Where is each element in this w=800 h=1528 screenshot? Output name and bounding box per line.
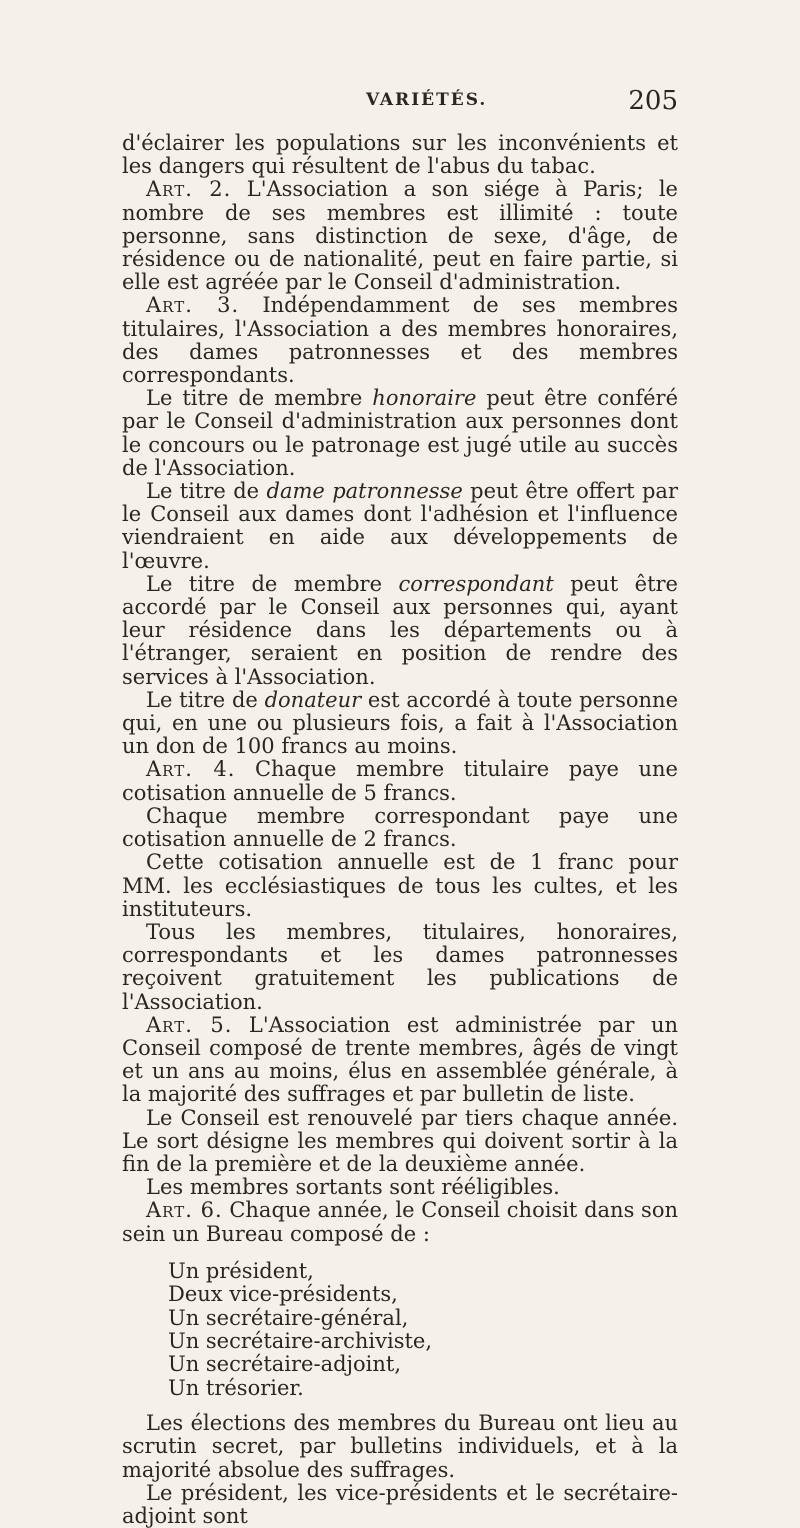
italic-term: honoraire [372,386,477,411]
paragraph-text: Chaque année, le Conseil choisit dans son sein un Bureau composé de : [122,1198,678,1246]
paragraph [122,573,678,689]
paragraph-text: Le Conseil est renouvelé par tiers chaque année. Le sort désigne les membres qui doivent sortir à la fin de la première et de la deuxième année. [122,1105,678,1176]
paragraph-text: Tous les membres, titulaires, honoraires, correspondants et les dames patronnesses reçoivent gratuitement les publications de l'Association. [122,919,678,1014]
italic-term: dame patronnesse [266,479,463,504]
paragraph [122,805,678,851]
paragraph-text: d'éclairer les populations sur les inconvénients et les dangers qui résultent de l'abus du tabac. [122,131,678,179]
running-title: VARIÉTÉS. [366,90,488,110]
paragraph [122,921,678,1014]
paragraph-text: peut être offert par le Conseil aux dames dont l'adhésion et l'influence viendraient en aide aux développements de l'œuvre. [122,479,678,573]
page-number: 205 [628,86,678,116]
italic-term: correspondant [398,571,554,596]
paragraph-text: Les membres sortants sont rééligibles. [146,1175,560,1200]
paragraph [122,1107,678,1177]
paragraph [122,1014,678,1107]
article-label: Art. 2. [146,177,232,202]
article-label: Art. 5. [146,1012,233,1037]
paragraph-text: Chaque membre titulaire paye une cotisation annuelle de 5 francs. [122,757,678,805]
list-item: Un secrétaire-adjoint, [168,1352,402,1377]
paragraph-text: Le titre de [146,687,265,712]
paragraph: Les élections des membres du Bureau ont lieu au scrutin secret, par bulletins individuels, et à la majorité absolue des suffrages. [122,1411,678,1482]
paragraph [122,851,678,921]
running-header [122,86,678,122]
paragraphs [122,132,678,1246]
list-item: Deux vice-présidents, [168,1282,398,1307]
bureau-list [168,1260,678,1400]
paragraph-text: Indépendamment de ses membres titulaires, l'Association a des membres honoraires, des dames patronnesses et des membres correspondants. [122,293,678,388]
page-body [122,132,678,1528]
article-label: Art. 6. [146,1198,223,1223]
list-item: Un trésorier. [168,1375,304,1400]
list-item: Un président, [168,1258,314,1283]
list-item: Un secrétaire-archiviste, [168,1328,433,1353]
paragraph-text: Chaque membre correspondant paye une cotisation annuelle de 2 francs. [122,803,678,852]
paragraph-text: Le titre de membre [146,571,399,596]
paragraph [122,689,678,759]
paragraph [122,294,678,387]
paragraph [122,387,678,480]
paragraph-text: peut être conféré par le Conseil d'administration aux personnes dont le concours ou le patronage est jugé utile au succès de l'Association. [122,386,679,480]
paragraph [122,758,678,804]
paragraph-text: L'Association est administrée par un Conseil composé de trente membres, âgés de vingt et un ans au moins, élus en assemblée générale, à la majorité des suffrages et par bulletin de liste. [122,1012,678,1107]
paragraph [122,1199,678,1245]
paragraph-text: Le titre de [146,479,267,504]
paragraph-text: Cette cotisation annuelle est de 1 franc pour MM. les ecclésiastiques de tous les cultes, et les instituteurs. [122,850,678,921]
paragraph-text: L'Association a son siége à Paris; le nombre de ses membres est illimité : toute personne, sans distinction de sexe, d'âge, de résidence ou de nationalité, peut en faire partie, si elle est agréée par le Conseil d'administration. [122,177,678,295]
paragraph-text: Le titre de membre [146,386,373,411]
italic-term: donateur [264,687,362,712]
paragraph [122,132,678,178]
article-label: Art. 4. [146,757,236,782]
paragraph [122,178,678,294]
paragraph [122,1176,678,1199]
paragraph: Le président, les vice-présidents et le secrétaire-adjoint sont [122,1480,678,1528]
paragraph [122,480,678,573]
paragraph-text: est accordé à toute personne qui, en une ou plusieurs fois, a fait à l'Association un don de 100 francs au moins. [122,687,678,759]
article-label: Art. 3. [146,293,240,318]
list-item: Un secrétaire-général, [168,1305,409,1330]
paragraph-text: peut être accordé par le Conseil aux personnes qui, ayant leur résidence dans les départements ou à l'étranger, seraient en position de rendre des services à l'Association. [122,571,678,689]
